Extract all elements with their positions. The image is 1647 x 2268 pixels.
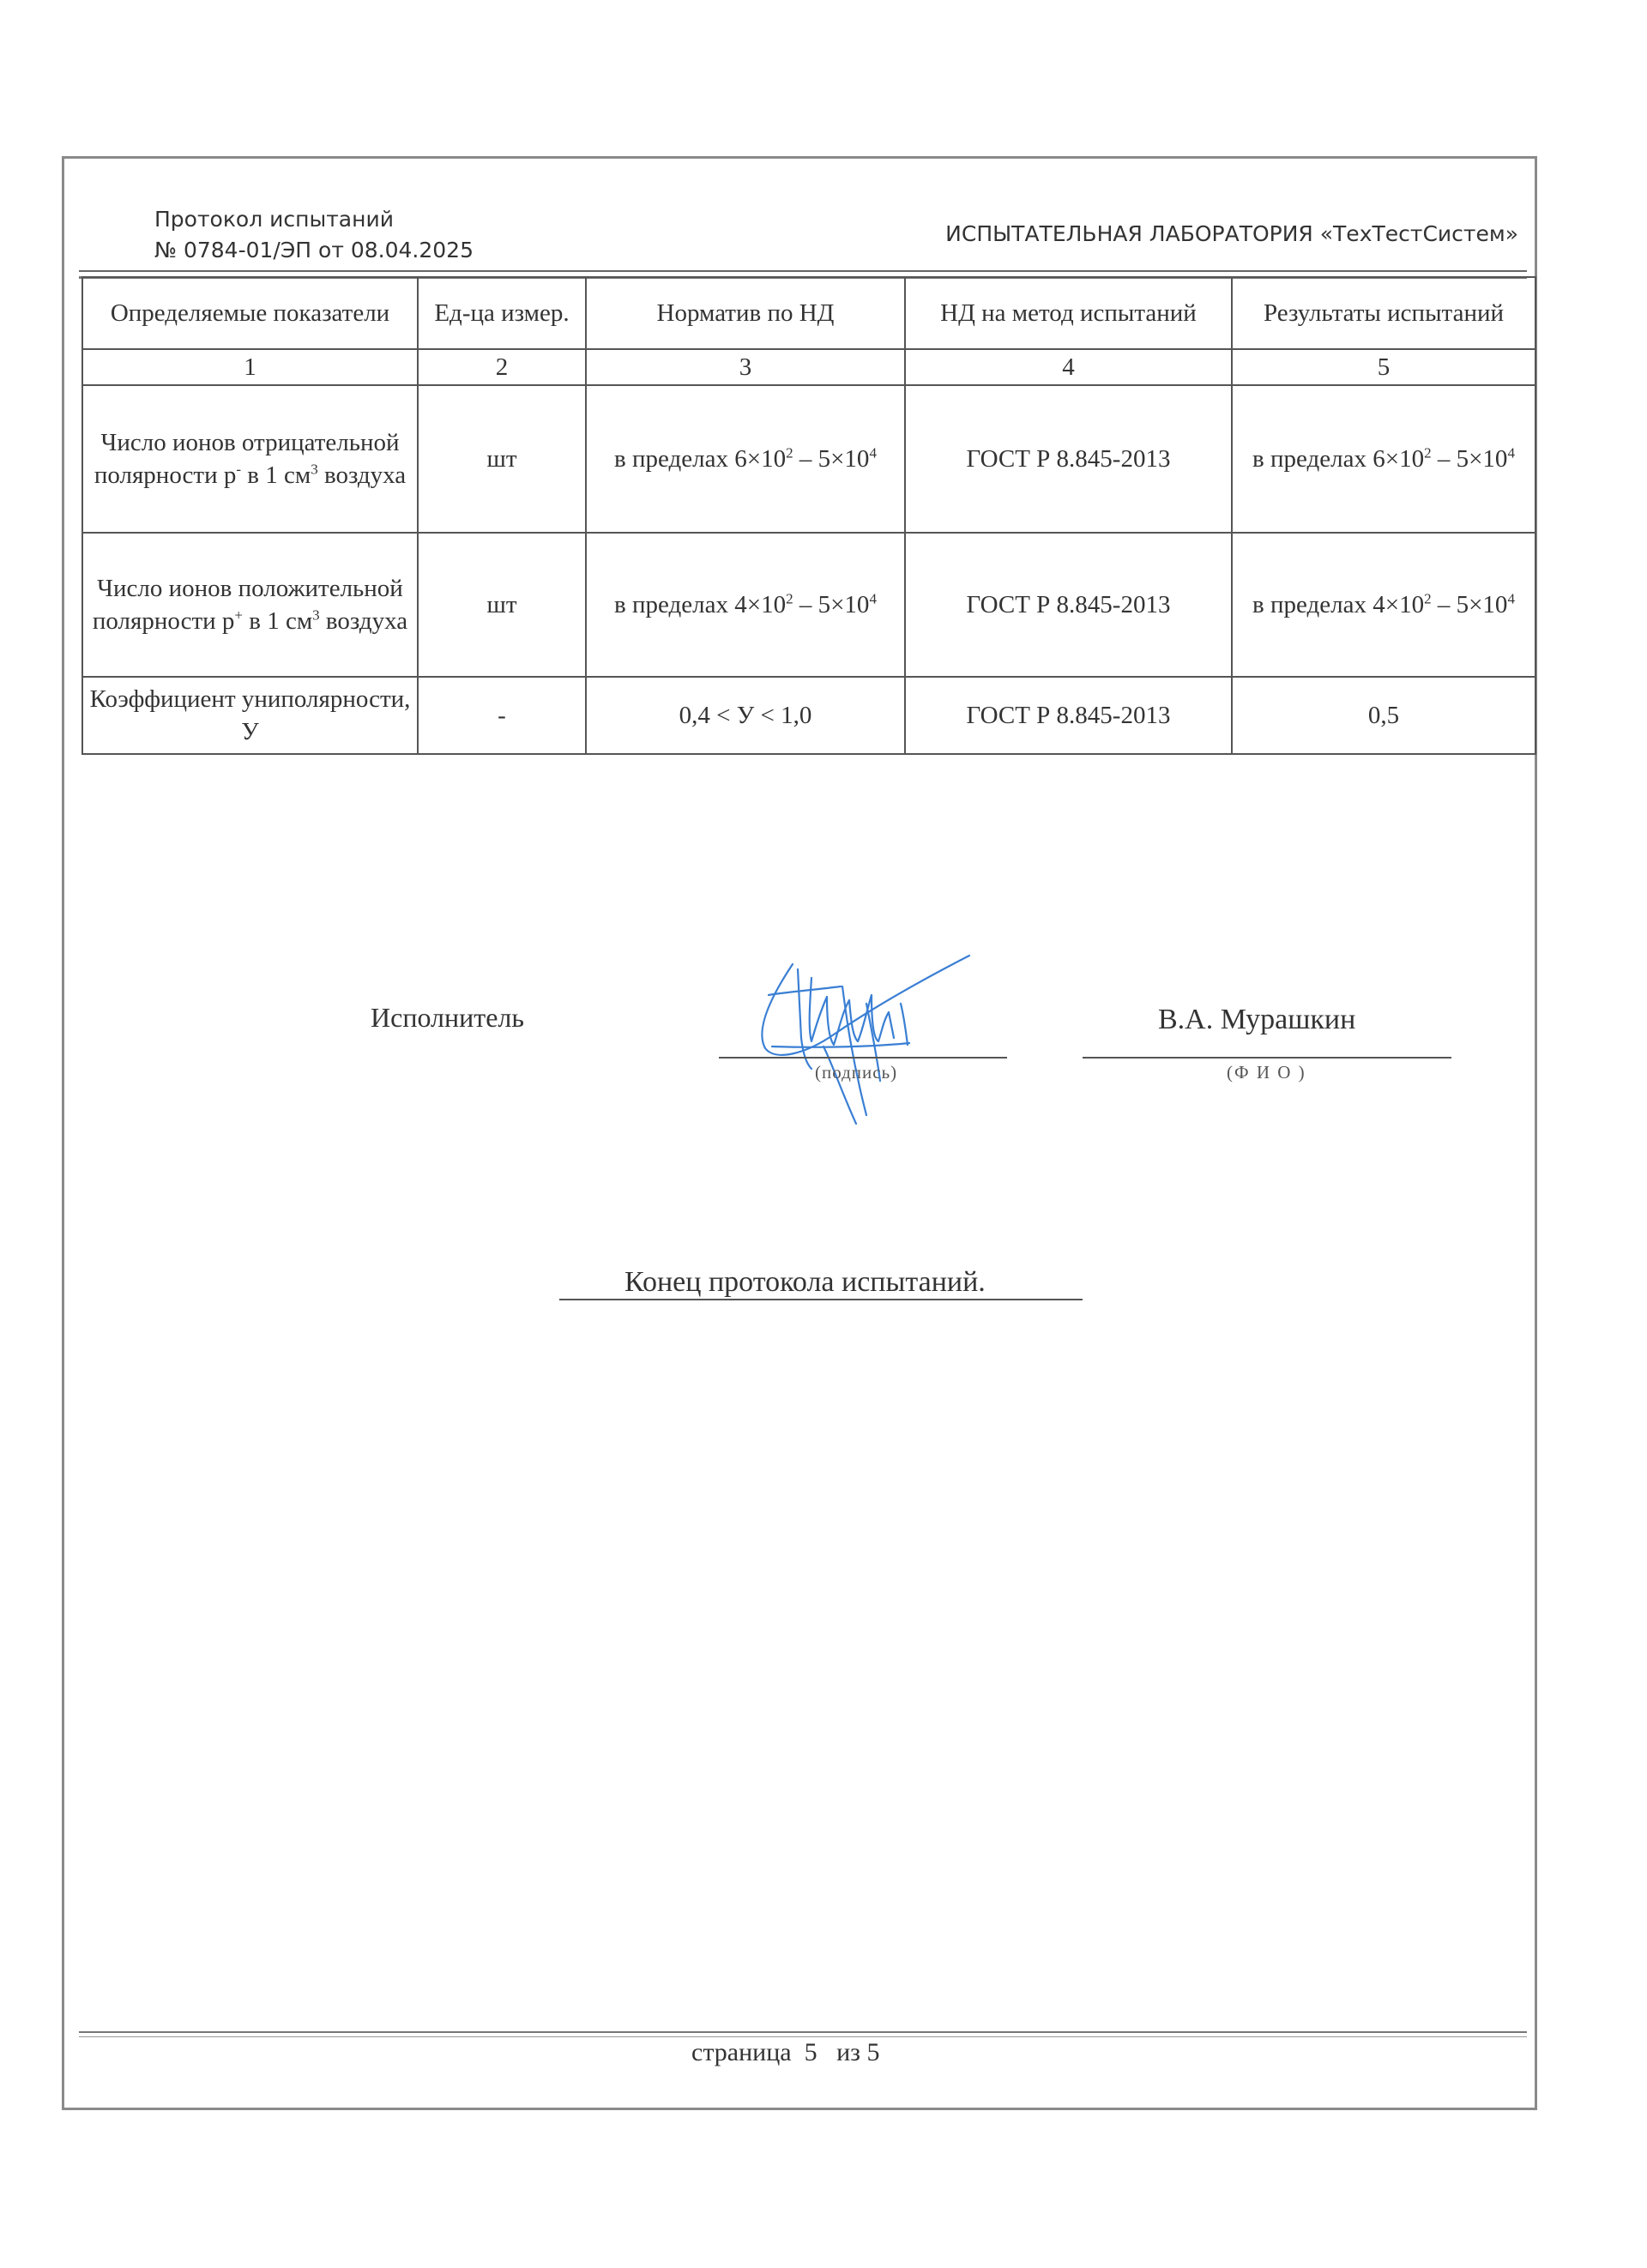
column-header: Результаты испытаний — [1232, 277, 1535, 349]
norm-cell: 0,4 < У < 1,0 — [586, 677, 905, 754]
signature-line — [719, 1057, 1007, 1059]
table-row — [82, 385, 1535, 533]
document-title: Протокол испытаний — [154, 207, 394, 232]
end-of-protocol: Конец протокола испытаний. — [624, 1266, 986, 1298]
column-header: Норматив по НД — [586, 277, 905, 349]
results-table — [81, 276, 1536, 755]
end-underline — [559, 1299, 1083, 1300]
norm-cell: в пределах $6\times 10^2 - 5\times 10^4$ — [586, 385, 905, 533]
unit-cell: шт — [418, 385, 586, 533]
header-divider — [79, 270, 1527, 272]
name-caption: (Ф И О ) — [1227, 1062, 1306, 1083]
column-number: 3 — [586, 349, 905, 385]
unit-cell: шт — [418, 533, 586, 677]
column-number-row — [82, 349, 1535, 385]
handwritten-signature — [738, 952, 995, 1132]
column-header: НД на метод испытаний — [905, 277, 1232, 349]
table-row — [82, 677, 1535, 754]
norm-cell: в пределах $4\times 10^2 - 5\times 10^4$ — [586, 533, 905, 677]
table-header-row — [82, 277, 1535, 349]
executor-label: Исполнитель — [371, 1002, 524, 1033]
column-header: Ед-ца измер. — [418, 277, 586, 349]
method-cell: ГОСТ Р 8.845-2013 — [905, 385, 1232, 533]
signature-caption: (подпись) — [815, 1062, 898, 1083]
lab-name: ИСПЫТАТЕЛЬНАЯ ЛАБОРАТОРИЯ «ТехТестСистем» — [945, 221, 1518, 246]
method-cell: ГОСТ Р 8.845-2013 — [905, 533, 1232, 677]
indicator-cell: Число ионов положительной полярности р+ в 1 $см^3$ воздуха — [82, 533, 418, 677]
result-cell: в пределах $6\times 10^2 - 5\times 10^4$ — [1232, 385, 1535, 533]
footer-divider — [79, 2031, 1527, 2033]
result-cell: 0,5 — [1232, 677, 1535, 754]
name-line — [1083, 1057, 1451, 1059]
column-number: 2 — [418, 349, 586, 385]
method-cell: ГОСТ Р 8.845-2013 — [905, 677, 1232, 754]
result-cell: в пределах $4\times 10^2 - 5\times 10^4$ — [1232, 533, 1535, 677]
column-number: 5 — [1232, 349, 1535, 385]
column-header: Определяемые показатели — [82, 277, 418, 349]
column-number: 4 — [905, 349, 1232, 385]
page-number: страница 5 из 5 — [691, 2038, 880, 2066]
executor-name: В.А. Мурашкин — [1158, 1004, 1356, 1035]
indicator-cell: Коэффициент униполярности, У — [82, 677, 418, 754]
column-number: 1 — [82, 349, 418, 385]
footer-divider-thin — [79, 2036, 1527, 2037]
unit-cell: - — [418, 677, 586, 754]
indicator-cell: Число ионов отрицательной полярности р- в 1 $см^3$ воздуха — [82, 385, 418, 533]
document-number: № 0784-01/ЭП от 08.04.2025 — [154, 238, 474, 262]
table-row — [82, 533, 1535, 677]
document-header — [154, 204, 474, 266]
